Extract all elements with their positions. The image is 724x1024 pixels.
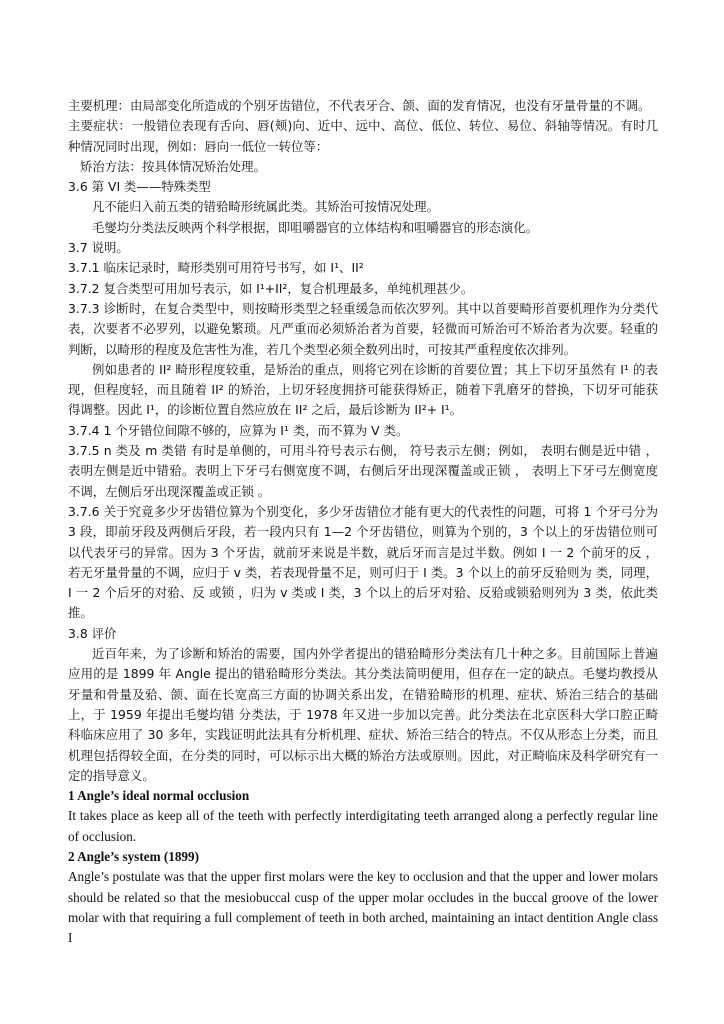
- section-heading-3-6: 3.6 第 VI 类——特殊类型: [68, 179, 211, 195]
- paragraph-mao-method: 毛燮均分类法反映两个科学根据，即咀嚼器官的立体结构和咀嚼器官的形态演化。: [92, 219, 539, 235]
- paragraph-class-vi: 凡不能归入前五类的错𬌗畸形统属此类。其矫治可按情况处理。: [92, 199, 439, 215]
- paragraph-3-7-4: 3.7.4 1 个牙错位间隙不够的，应算为 I¹ 类，而不算为 V 类。: [68, 422, 409, 438]
- paragraph-3-7-6: 3.7.6 关于究竟多少牙齿错位算为个别变化，多少牙齿错位才能有更大的代表性的问题，可将 1 个牙弓分为 3 段，即前牙段及两侧后牙段，若一段内只有 1—2 个牙齿错位，则算为个别的，3 个以上的牙齿错位则可以代表牙弓的异常。因为 3 个牙齿，就前牙来说是半数，就后牙而言是过半数。例如 I 一 2 个前牙的反 ，若无牙量骨量的不调，应归于 v 类，若表现骨量不足，则可归于 I 类。3 个以上的前牙反𬌗则为 类，同理，I 一 2 个后牙的对𬌗、反 或锁 ，归为 v 类或 I 类，3 个以上的后牙对𬌗、反𬌗或锁𬌗则列为 3 类，依此类推。: [68, 503, 658, 621]
- paragraph-example: 例如患者的 II² 畸形程度较重，是矫治的重点，则将它列在诊断的首要位置；其上下切牙虽然有 I¹ 的表现，但程度轻，而且随着 II² 的矫治，上切牙轻度拥挤可能获得矫正，随着下乳磨牙的替换，下切牙可能获得调整。因此 I¹，的诊断位置自然应放在 II² 之后，最后诊断为 II²+ I¹。: [68, 361, 658, 418]
- document-page: [68, 96, 658, 948]
- english-paragraph-2: Angle’s postulate was that the upper first molars were the key to occlusion and that the upper and lower molars should be related so that the mesiobuccal cusp of the upper molar occludes in the buccal groove of the lower molar with that requiring a full complement of teeth in both arched, maintaining an intact dentition Angle class I: [68, 869, 658, 946]
- english-heading-1: 1 Angle’s ideal normal occlusion: [68, 788, 250, 804]
- english-heading-2: 2 Angle’s system (1899): [68, 848, 200, 864]
- treatment-paragraph: 矫治方法：按具体情况矫治处理。: [80, 158, 266, 174]
- paragraph-3-7-5: 3.7.5 n 类及 m 类错 有时是单侧的，可用斗符号表示右侧， 符号表示左侧；例如， 表明右侧是近中错 ， 表明左侧是近中错𬌗。表明上下牙弓右侧宽度不调，右侧后牙出现深覆盖或正锁 ， 表明上下牙弓左侧宽度不调，左侧后牙出现深覆盖或正锁 。: [68, 443, 658, 499]
- paragraph-3-7-1: 3.7.1 临床记录时，畸形类别可用符号书写，如 I¹、II²: [68, 260, 364, 276]
- paragraph-evaluation: 近百年来，为了诊断和矫治的需要，国内外学者提出的错𬌗畸形分类法有几十种之多。目前国际上普遍应用的是 1899 年 Angle 提出的错𬌗畸形分类法。其分类法简明便用，但存在一定的缺点。毛燮均教授从牙量和骨量及𬌗、颌、面在长宽高三方面的协调关系出发，在错𬌗畸形的机理、症状、矫治三结合的基础上，于 1959 年提出毛燮均错 分类法，于 1978 年又进一步加以完善。此分类法在北京医科大学口腔正畸科临床应用了 30 多年，实践证明此法具有分析机理、症状、矫治三结合的特点。不仅从形态上分类，而且机理包括得较全面，在分类的同时，可以标示出大概的矫治方法或原则。因此，对正畸临床及科学研究有一定的指导意义。: [68, 646, 658, 783]
- symptom-paragraph: 主要症状：一般错位表现有舌向、唇(颊)向、近中、远中、高位、低位、转位、易位、斜轴等情况。有时几种情况同时出现，例如：唇向一低位一转位等：: [68, 118, 658, 154]
- paragraph-3-7-3: 3.7.3 诊断时，在复合类型中，则按畸形类型之轻重缓急而依次罗列。其中以首要畸形首要机理作为分类代表，次要者不必罗列，以避免繁琐。凡严重而必须矫治者为首要，轻微而可矫治可不矫治者为次要。轻重的判断，以畸形的程度及危害性为准，若几个类型必须全数列出时，可按其严重程度依次排列。: [68, 300, 658, 357]
- section-heading-3-7: 3.7 说明。: [68, 240, 129, 256]
- mechanism-paragraph: 主要机理：由局部变化所造成的个别牙齿错位，不代表牙合、颌、面的发育情况，也没有牙量骨量的不调。: [68, 98, 651, 113]
- paragraph-3-7-2: 3.7.2 复合类型可用加号表示，如 I¹+II²，复合机理最多，单纯机理甚少。: [68, 280, 474, 296]
- english-paragraph-1: It takes place as keep all of the teeth with perfectly interdigitating teeth arranged along a perfectly regular line of occlusion.: [68, 808, 658, 844]
- section-heading-3-8: 3.8 评价: [68, 625, 117, 641]
